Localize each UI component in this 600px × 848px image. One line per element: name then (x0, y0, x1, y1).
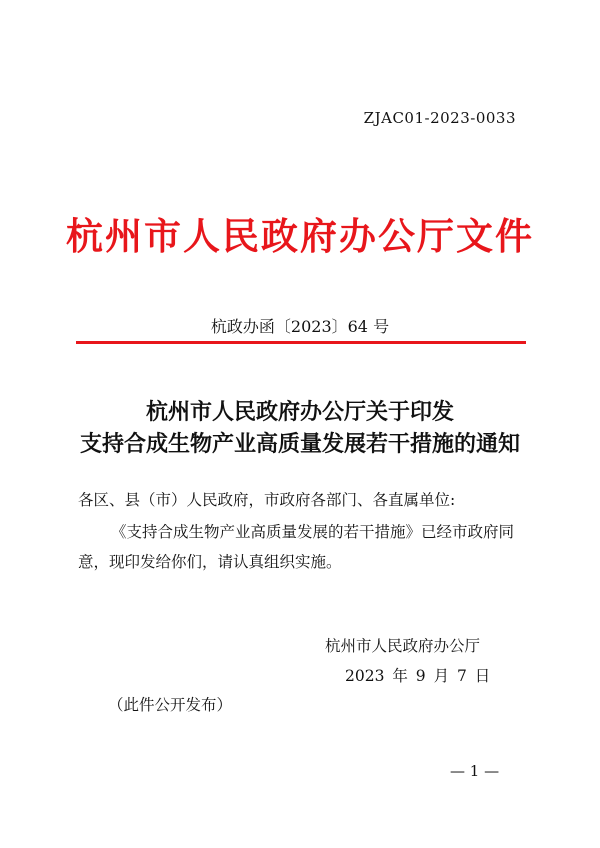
recipients-line: 各区、县（市）人民政府，市政府各部门、各直属单位: (78, 491, 456, 509)
document-number: 杭政办函〔2023〕64 号 (210, 317, 390, 336)
publish-note: （此件公开发布） (108, 696, 233, 714)
notice-title-line-2: 支持合成生物产业高质量发展若干措施的通知 (79, 432, 520, 457)
body-paragraph-line-1: 《支持合成生物产业高质量发展的若干措施》已经市政府同 (111, 523, 515, 541)
red-header-title: 杭州市人民政府办公厅文件 (66, 215, 534, 258)
page-number: — 1 — (450, 762, 500, 780)
red-divider-line (76, 341, 526, 344)
body-paragraph-line-2: 意，现印发给你们，请认真组织实施。 (78, 553, 342, 571)
notice-title (0, 397, 600, 461)
notice-title-line-1: 杭州市人民政府办公厅关于印发 (145, 400, 454, 425)
issuer-signature: 杭州市人民政府办公厅 (325, 637, 481, 655)
body-paragraph (78, 517, 528, 577)
issue-date: 2023 年 9 月 7 日 (345, 667, 491, 685)
document-code: ZJAC01-2023-0033 (363, 109, 516, 127)
